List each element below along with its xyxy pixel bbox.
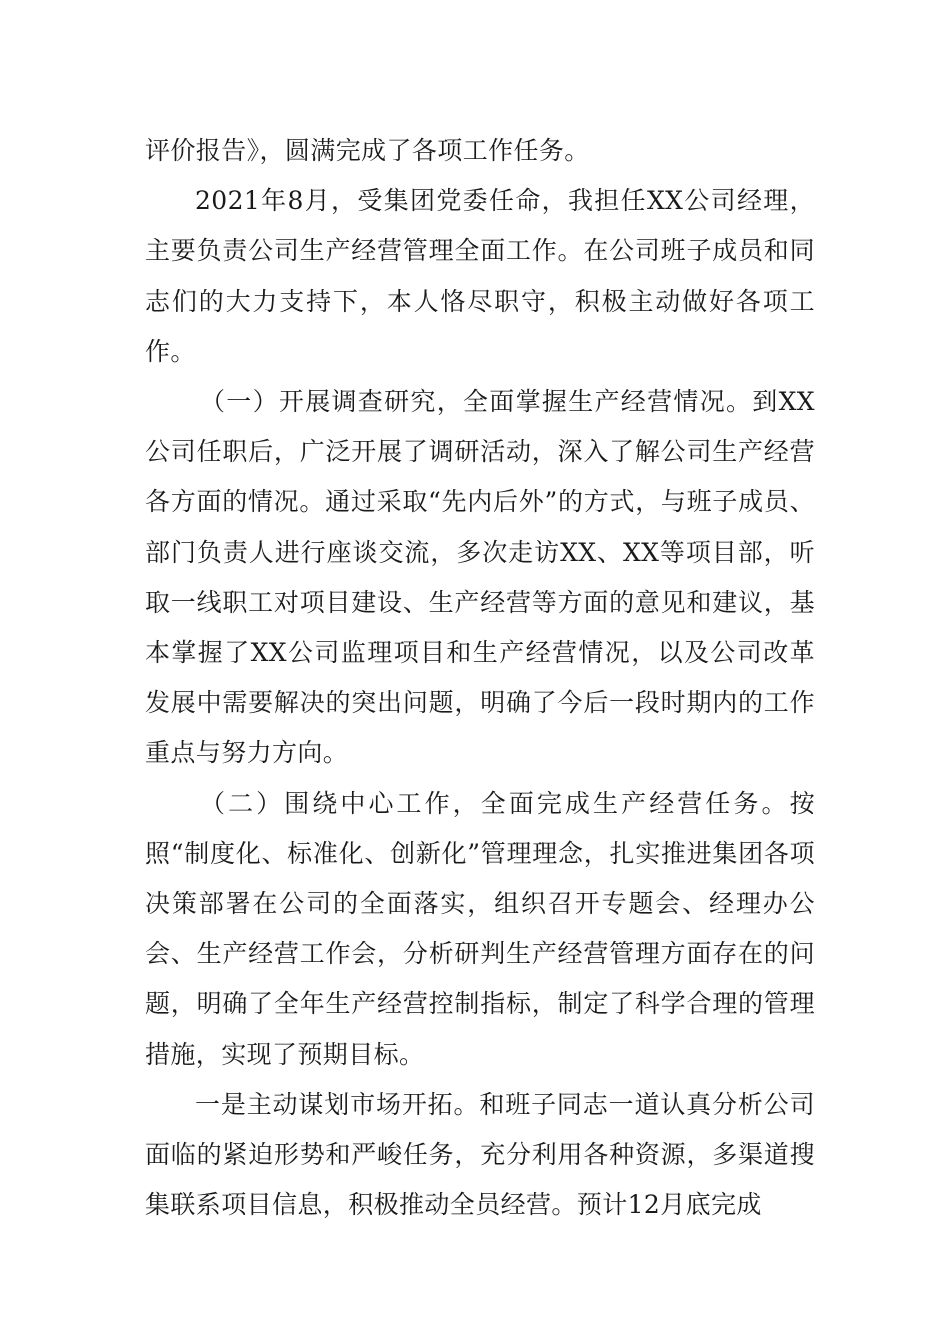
paragraph-section-one: （一）开展调查研究，全面掌握生产经营情况。到XX公司任职后，广泛开展了调研活动，深入了解公司生产经营各方面的情况。通过采取“先内后外”的方式，与班子成员、部门负责人进行座谈交流，多次走访XX、XX等项目部，听取一线职工对项目建设、生产经营等方面的意见和建议，基本掌握了XX公司监理项目和生产经营情况，以及公司改革发展中需要解决的突出问题，明确了今后一段时期内的工作重点与努力方向。 bbox=[145, 387, 815, 768]
document-body bbox=[145, 126, 815, 1230]
paragraph-appointment: 2021年8月，受集团党委任命，我担任XX公司经理，主要负责公司生产经营管理全面工作。在公司班子成员和同志们的大力支持下，本人恪尽职守，积极主动做好各项工作。 bbox=[145, 186, 815, 366]
paragraph-market-expansion: 一是主动谋划市场开拓。和班子同志一道认真分析公司面临的紧迫形势和严峻任务，充分利用各种资源，多渠道搜集联系项目信息，积极推动全员经营。预计12月底完成 bbox=[145, 1089, 815, 1220]
paragraph-continuation: 评价报告》，圆满完成了各项工作任务。 bbox=[145, 136, 590, 165]
paragraph-section-two: （二）围绕中心工作，全面完成生产经营任务。按照“制度化、标准化、创新化”管理理念，扎实推进集团各项决策部署在公司的全面落实，组织召开专题会、经理办公会、生产经营工作会，分析研判生产经营管理方面存在的问题，明确了全年生产经营控制指标，制定了科学合理的管理措施，实现了预期目标。 bbox=[145, 788, 815, 1069]
